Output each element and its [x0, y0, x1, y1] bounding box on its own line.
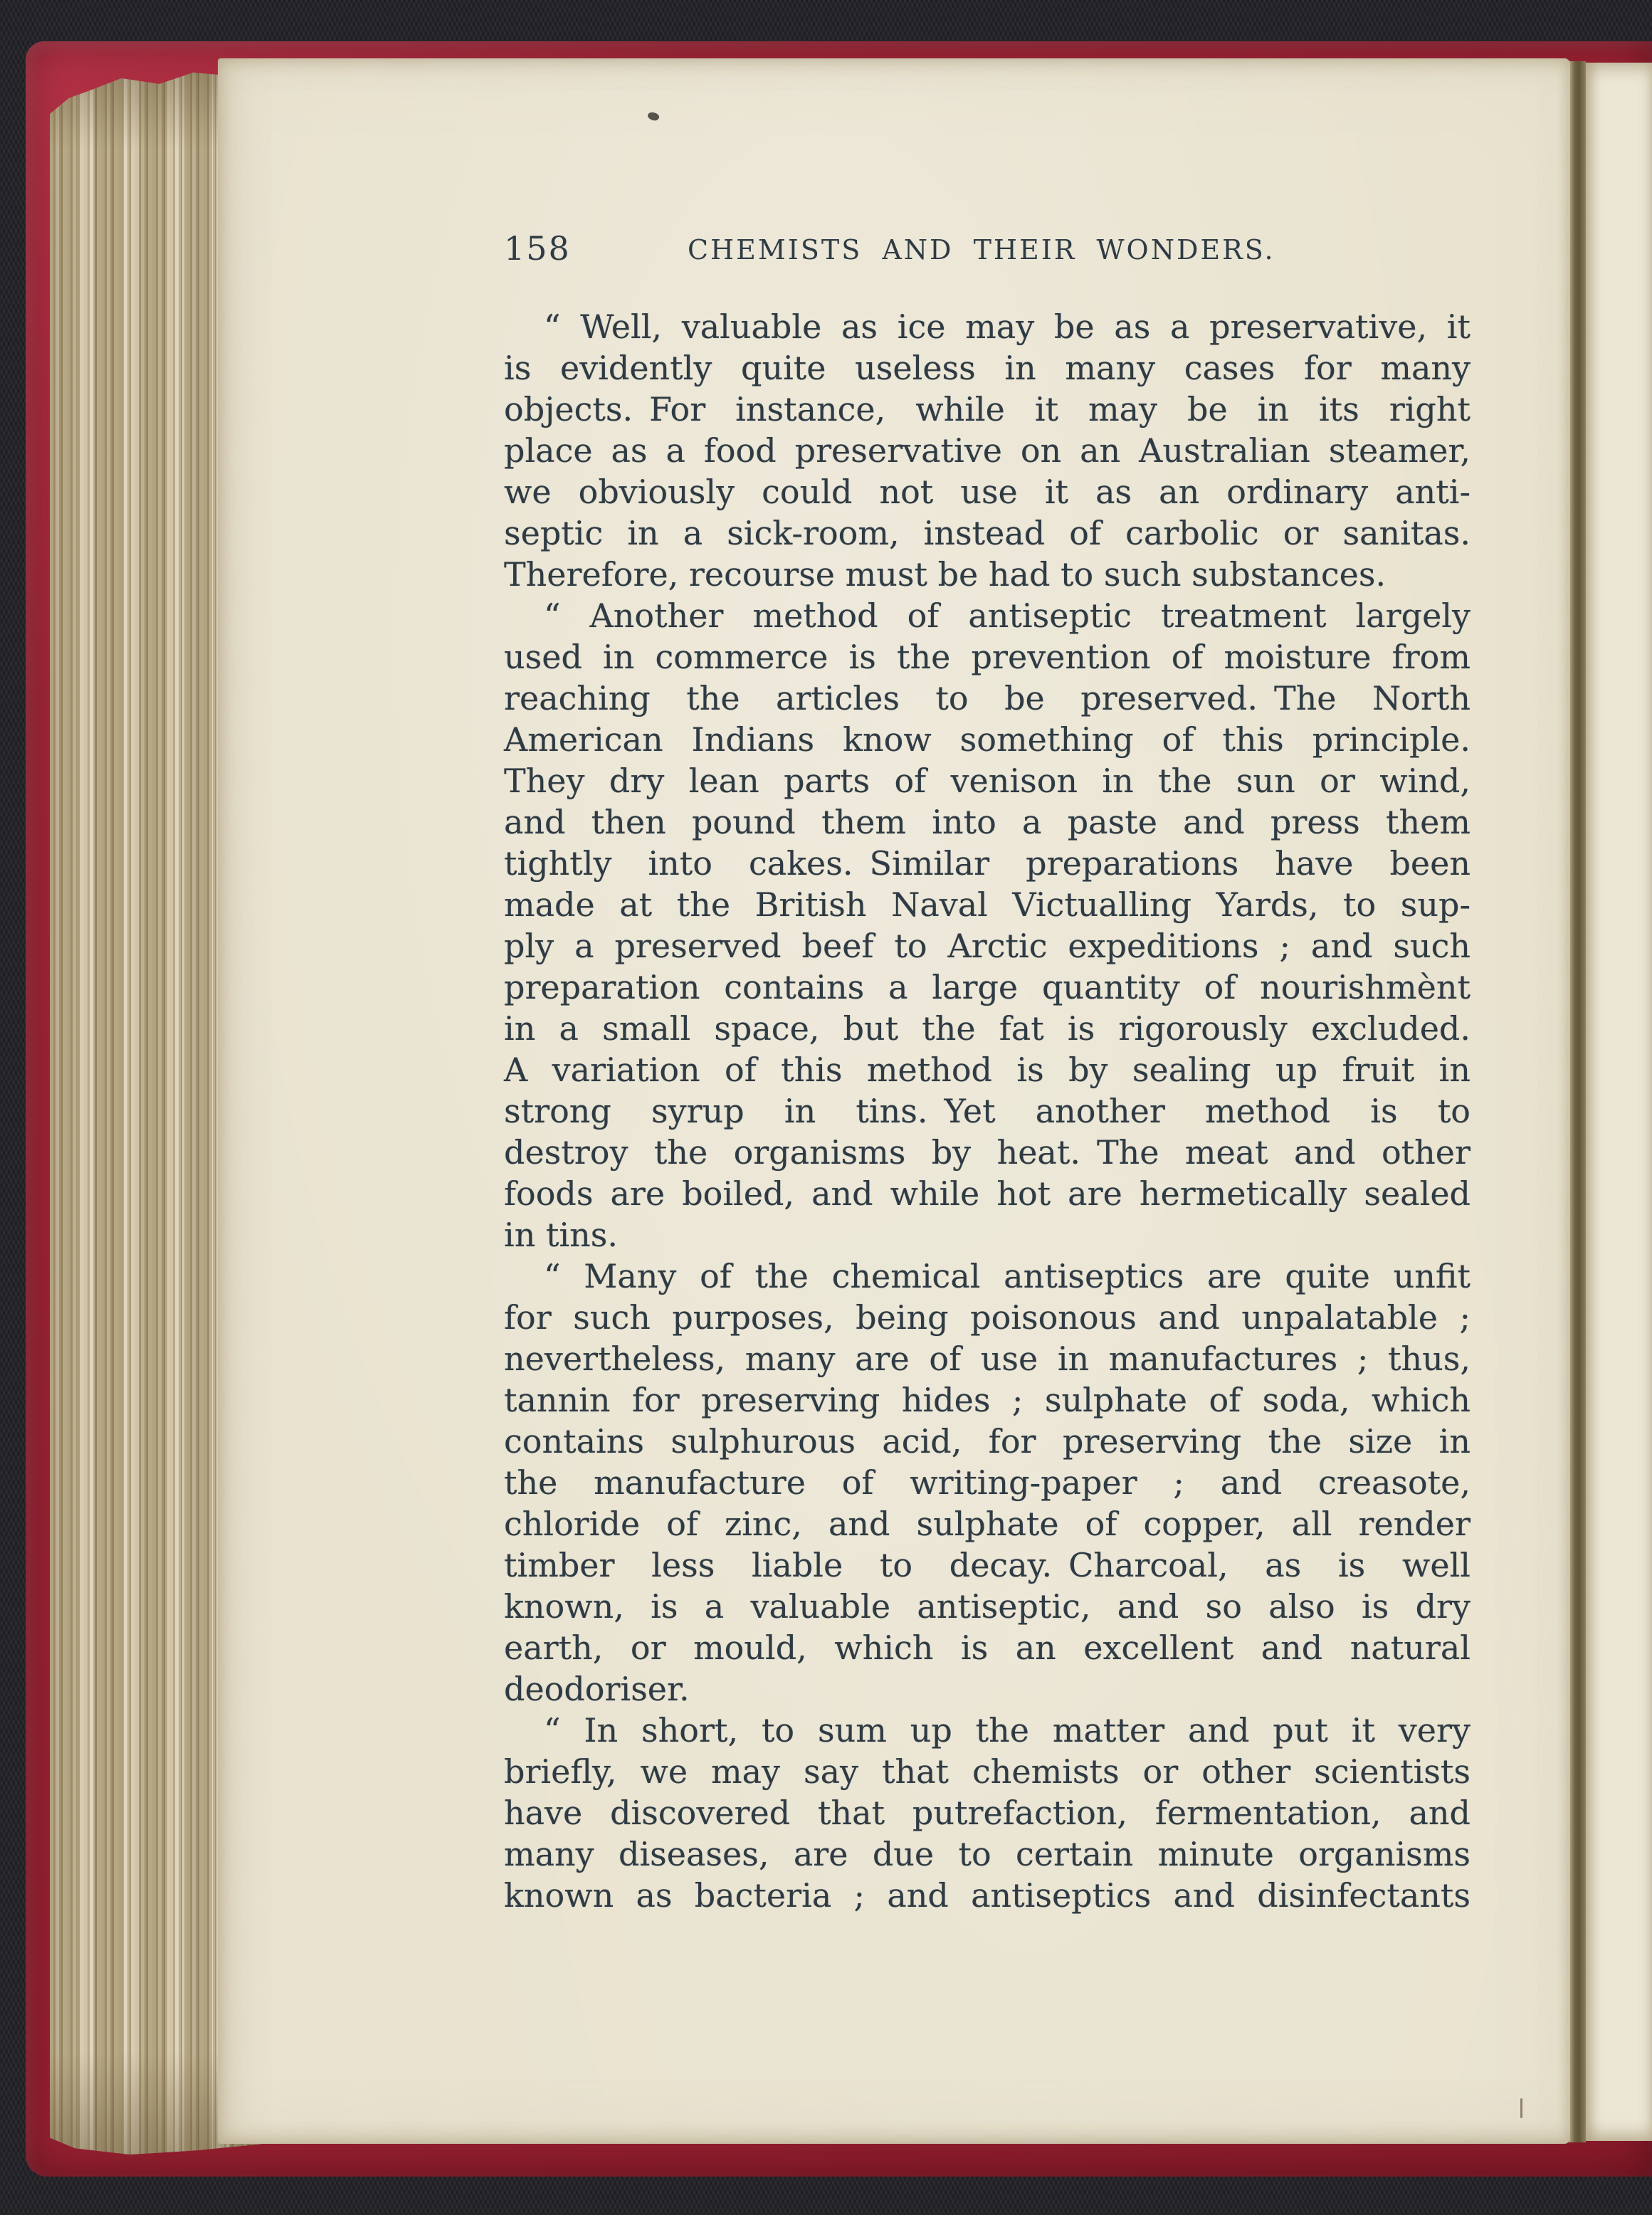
text-line: the manufacture of writing-paper ; and creasote, — [504, 1463, 1471, 1502]
text-line: known as bacteria ; and antiseptics and disinfectants — [504, 1876, 1471, 1915]
text-line: we obviously could not use it as an ordinary anti- — [504, 473, 1471, 511]
text-line: “ In short, to sum up the matter and put it very — [544, 1711, 1471, 1750]
text-line: American Indians know something of this principle. — [504, 720, 1471, 759]
text-line: foods are boiled, and while hot are hermetically sealed — [504, 1174, 1471, 1213]
page-number: 158 — [504, 229, 571, 268]
text-line: in tins. — [504, 1216, 619, 1254]
text-line: in a small space, but the fat is rigorously excluded. — [504, 1009, 1471, 1048]
text-line: known, is a valuable antiseptic, and so also is dry — [504, 1587, 1471, 1626]
facing-page-edge — [1586, 63, 1652, 2141]
text-line: nevertheless, many are of use in manufactures ; thus, — [504, 1340, 1471, 1378]
text-line: tannin for preserving hides ; sulphate of soda, which — [504, 1381, 1471, 1419]
text-line: Therefore, recourse must be had to such substances. — [504, 555, 1387, 594]
paper-speck — [646, 110, 660, 122]
text-line: They dry lean parts of venison in the sun or wind, — [504, 762, 1471, 800]
paragraph — [504, 306, 1471, 595]
text-line: A variation of this method is by sealing up fruit in — [504, 1051, 1471, 1089]
text-line: objects. For instance, while it may be in its right — [504, 390, 1471, 428]
text-line: destroy the organisms by heat. The meat and other — [504, 1133, 1471, 1172]
text-line: deodoriser. — [504, 1670, 690, 1708]
text-line: “ Well, valuable as ice may be as a preservative, it — [544, 307, 1471, 346]
text-line: strong syrup in tins. Yet another method is to — [504, 1092, 1471, 1130]
text-line: “ Another method of antiseptic treatment largely — [544, 596, 1471, 635]
text-line: tightly into cakes. Similar preparations have been — [504, 844, 1471, 883]
text-line: many diseases, are due to certain minute organisms — [504, 1835, 1471, 1873]
gutter-shadow — [1569, 61, 1586, 2142]
text-line: place as a food preservative on an Australian steamer, — [504, 431, 1471, 470]
text-line: “ Many of the chemical antiseptics are quite unfit — [544, 1257, 1471, 1295]
text-line: have discovered that putrefaction, fermentation, and — [504, 1794, 1471, 1832]
book-page — [218, 58, 1570, 2144]
text-line: earth, or mould, which is an excellent and natural — [504, 1629, 1471, 1667]
ink-mark — [1520, 2098, 1522, 2118]
text-line: used in commerce is the prevention of moisture from — [504, 638, 1471, 676]
text-line: briefly, we may say that chemists or other scientists — [504, 1752, 1471, 1791]
text-line: preparation contains a large quantity of nourishmènt — [504, 968, 1471, 1006]
running-title: CHEMISTS AND THEIR WONDERS. — [687, 234, 1275, 265]
text-line: is evidently quite useless in many cases for many — [504, 349, 1471, 387]
page-header — [504, 222, 1471, 268]
paragraph — [504, 595, 1471, 1256]
text-line: contains sulphurous acid, for preserving the size in — [504, 1422, 1471, 1461]
text-line: reaching the articles to be preserved. The North — [504, 679, 1471, 717]
text-line: septic in a sick-room, instead of carbolic or sanitas. — [504, 514, 1471, 552]
text-line: ply a preserved beef to Arctic expeditions ; and such — [504, 927, 1471, 965]
text-line: and then pound them into a paste and press them — [504, 803, 1471, 841]
text-line: for such purposes, being poisonous and unpalatable ; — [504, 1298, 1471, 1337]
paragraph — [504, 1710, 1471, 1916]
text-line: timber less liable to decay. Charcoal, as is well — [504, 1546, 1471, 1584]
paragraph — [504, 1256, 1471, 1710]
text-line: made at the British Naval Victualling Yards, to sup- — [504, 885, 1471, 924]
body-text — [504, 306, 1471, 1916]
text-line: chloride of zinc, and sulphate of copper, all render — [504, 1505, 1471, 1543]
